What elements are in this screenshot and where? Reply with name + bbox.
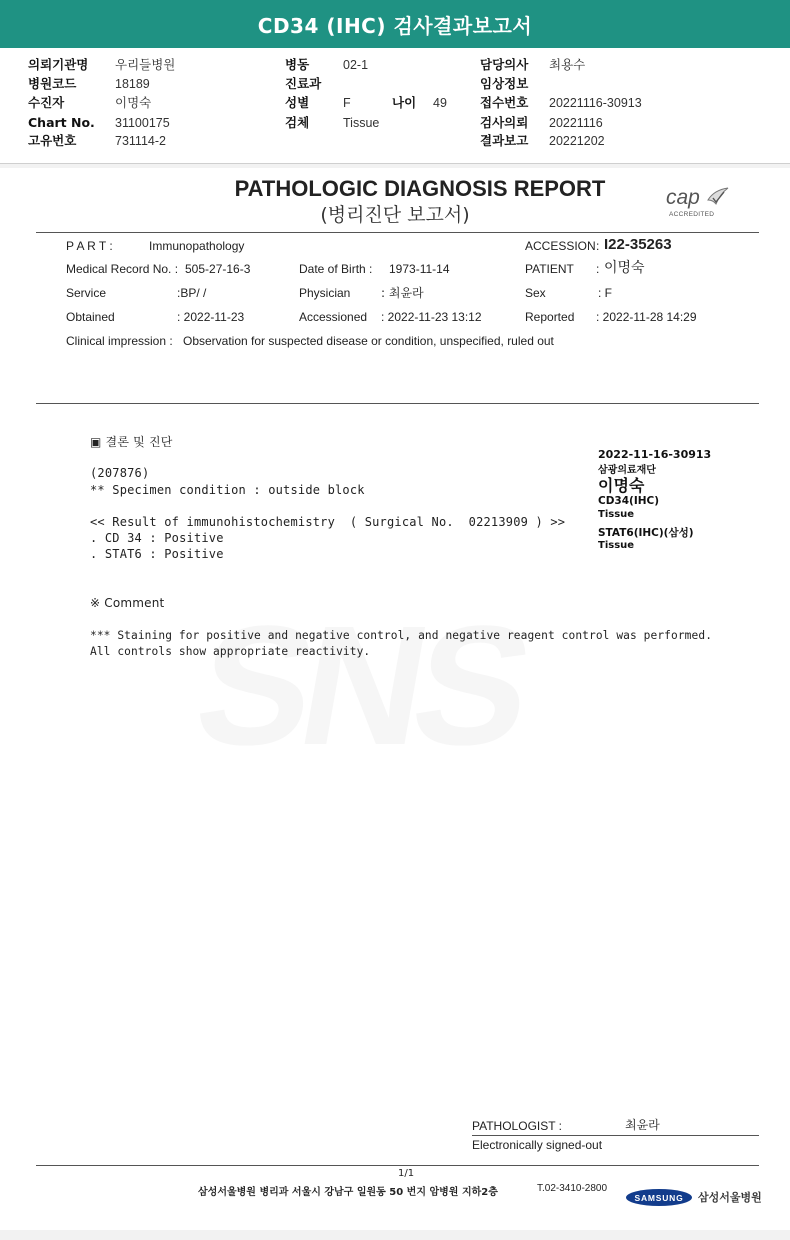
- info-row: [0, 132, 790, 150]
- diagnosis-line: ** Specimen condition : outside block: [90, 483, 365, 497]
- referring-hospital-label: 의뢰기관명: [28, 57, 89, 72]
- service-label: Service: [66, 286, 107, 300]
- diagnosis-line: (207876): [90, 466, 150, 480]
- physician-label: Physician: [299, 286, 351, 300]
- signed-status: Electronically signed-out: [472, 1138, 603, 1152]
- part-value: Immunopathology: [149, 239, 245, 253]
- sex-value-en: : F: [598, 286, 612, 300]
- request-date-value: 20221116: [549, 116, 603, 130]
- age-value: 49: [433, 96, 447, 110]
- receipt-number-label: 접수번호: [480, 95, 529, 110]
- referring-hospital-value: 우리들병원: [115, 58, 176, 72]
- accessioned-label: Accessioned: [299, 310, 368, 324]
- samsung-logo-text: SAMSUNG: [634, 1192, 684, 1203]
- part-label: P A R T :: [66, 239, 113, 253]
- physician-value: : 최윤라: [381, 286, 424, 300]
- diagnosis-line: . STAT6 : Positive: [90, 547, 224, 561]
- cap-accredited-text: ACCREDITED: [669, 211, 715, 218]
- diagnosis-line: << Result of immunohistochemistry ( Surgical No. 02213909 ) >>: [90, 515, 566, 529]
- specimen-label: 검체: [285, 115, 310, 130]
- sticker-specimen-2: Tissue: [598, 540, 635, 551]
- report-date-value: 20221202: [549, 134, 605, 148]
- unique-number-value: 731114-2: [115, 134, 166, 148]
- patient-name-value: 이명숙: [604, 260, 645, 276]
- background-watermark: [183, 588, 537, 784]
- report-title: PATHOLOGIC DIAGNOSIS REPORT: [234, 176, 606, 201]
- samsung-logo: [626, 1189, 692, 1206]
- department-label: 진료과: [285, 76, 322, 91]
- chart-no-label: Chart No.: [28, 115, 95, 130]
- clinical-info-label: 임상정보: [480, 76, 529, 91]
- diagnosis-heading: ▣ 결론 및 진단: [90, 435, 173, 449]
- report-date-label: 결과보고: [480, 133, 529, 148]
- patient-value: 이명숙: [115, 96, 152, 110]
- ward-label: 병동: [285, 57, 310, 72]
- sex-label: 성별: [285, 95, 310, 110]
- patient-colon: :: [596, 262, 600, 276]
- chart-no-value: 31100175: [115, 116, 170, 130]
- mrn-label: Medical Record No. :: [66, 262, 179, 276]
- accession-value: I22-35263: [604, 236, 672, 253]
- sticker-test-1: CD34(IHC): [598, 495, 660, 507]
- sticker-test-2: STAT6(IHC)(삼성): [598, 527, 694, 539]
- cap-logo-text: cap: [666, 186, 700, 209]
- dob-value: 1973-11-14: [389, 262, 450, 276]
- cap-check-icon: [704, 186, 732, 210]
- page-number: 1/1: [398, 1168, 415, 1179]
- comment-line: *** Staining for positive and negative control, and negative reagent control was performed.: [90, 629, 713, 642]
- header-divider: [36, 232, 759, 233]
- diagnosis-line: . CD 34 : Positive: [90, 531, 224, 545]
- reported-value: : 2022-11-28 14:29: [596, 310, 697, 324]
- body-divider: [36, 403, 759, 404]
- dob-label: Date of Birth :: [299, 262, 373, 276]
- accession-label: ACCESSION: [525, 239, 596, 253]
- sticker-patient-name: 이명숙: [598, 476, 645, 495]
- footer-divider: [36, 1165, 759, 1166]
- sex-label-en: Sex: [525, 286, 546, 300]
- hospital-code-value: 18189: [115, 77, 150, 91]
- obtained-value: : 2022-11-23: [177, 310, 245, 324]
- info-row: [0, 114, 790, 132]
- service-value: :BP/ /: [177, 286, 207, 300]
- footer-phone: T.02-3410-2800: [537, 1183, 608, 1194]
- info-row: [0, 94, 790, 112]
- page-title: CD34 (IHC) 검사결과보고서: [257, 13, 533, 38]
- reported-label: Reported: [525, 310, 575, 324]
- comment-heading: ※ Comment: [90, 596, 165, 610]
- cap-accredited-logo: [664, 186, 736, 220]
- age-label: 나이: [392, 95, 417, 110]
- mrn-value: 505-27-16-3: [185, 262, 251, 276]
- sticker-org: 삼광의료재단: [598, 465, 656, 476]
- info-row: [0, 75, 790, 93]
- pathologist-label: PATHOLOGIST :: [472, 1119, 563, 1133]
- report-title-bar: [0, 0, 790, 48]
- sticker-number: 2022-11-16-30913: [598, 448, 712, 461]
- doctor-label: 담당의사: [480, 57, 529, 72]
- pathologist-name: 최윤라: [625, 1118, 660, 1132]
- patient-label: 수진자: [28, 95, 65, 110]
- report-subtitle: (병리진단 보고서): [320, 204, 470, 226]
- accessioned-value: : 2022-11-23 13:12: [381, 310, 482, 324]
- unique-number-label: 고유번호: [28, 133, 77, 148]
- report-paper: [0, 168, 790, 1230]
- hospital-logo-text: 삼성서울병원: [698, 1191, 762, 1204]
- request-info-panel: [0, 48, 790, 164]
- clinical-impression-label: Clinical impression :: [66, 334, 173, 348]
- patient-label-en: PATIENT: [525, 262, 574, 276]
- hospital-code-label: 병원코드: [28, 76, 77, 91]
- signature-divider: [472, 1135, 759, 1136]
- request-date-label: 검사의뢰: [480, 115, 529, 130]
- clinical-impression-value: Observation for suspected disease or condition, unspecified, ruled out: [183, 334, 554, 348]
- info-row: [0, 56, 790, 74]
- ward-value: 02-1: [343, 58, 369, 72]
- sticker-specimen-1: Tissue: [598, 509, 635, 520]
- specimen-label-sticker: [590, 440, 740, 552]
- doctor-value: 최용수: [549, 58, 586, 72]
- receipt-number-value: 20221116-30913: [549, 96, 642, 110]
- footer-address: 삼성서울병원 병리과 서울시 강남구 일원동 50 번지 암병원 지하2층: [198, 1187, 498, 1198]
- sex-value: F: [343, 96, 351, 110]
- specimen-value: Tissue: [343, 116, 380, 130]
- comment-line: All controls show appropriate reactivity.: [90, 645, 371, 658]
- obtained-label: Obtained: [66, 310, 115, 324]
- accession-colon: :: [596, 239, 600, 253]
